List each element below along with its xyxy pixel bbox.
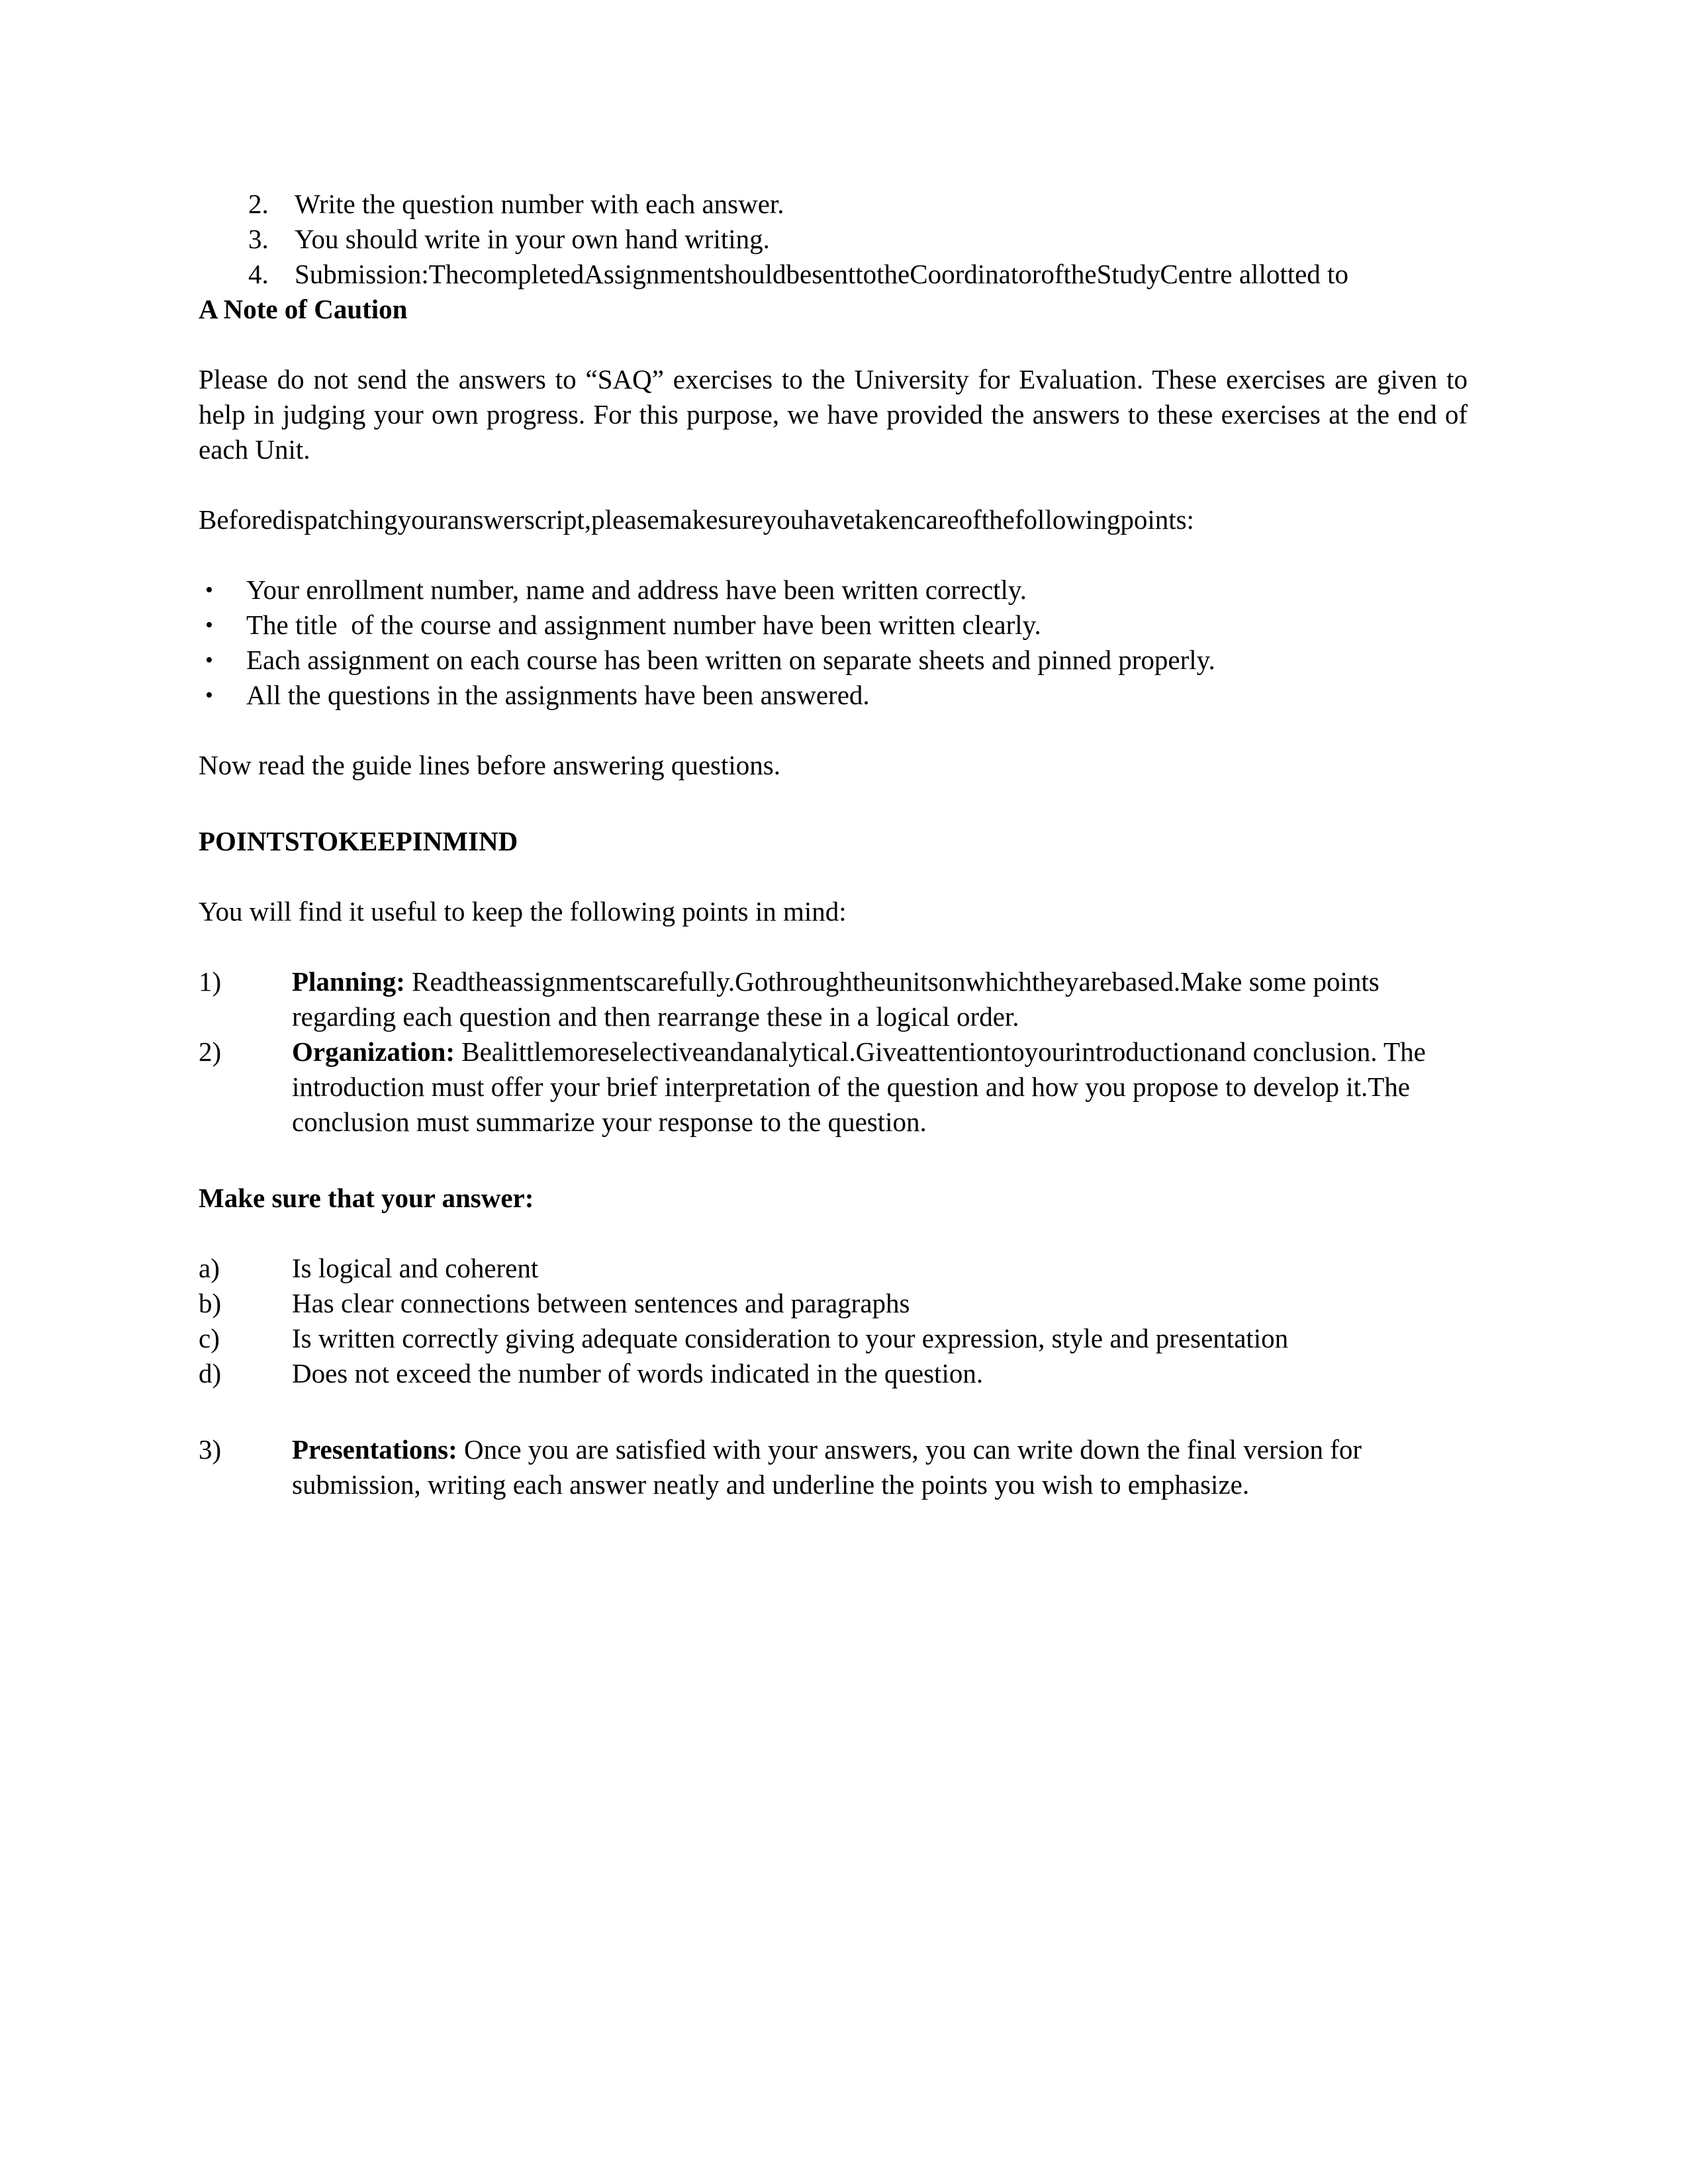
numbered-instructions-list: [199, 187, 1468, 292]
list-item-text: All the questions in the assignments have been answered.: [246, 680, 870, 710]
list-item: [199, 1251, 1468, 1286]
spacer: [199, 537, 1468, 572]
list-item: [199, 1034, 1468, 1140]
list-item: [199, 608, 1468, 643]
list-item: [199, 1321, 1468, 1356]
points-intro: You will find it useful to keep the following points in mind:: [199, 896, 847, 927]
list-marker: 3.: [248, 224, 269, 254]
list-item-lead: Organization:: [292, 1036, 455, 1067]
spacer: [199, 1391, 1468, 1432]
list-marker: 4.: [248, 259, 269, 289]
list-item-text: Is written correctly giving adequate consideration to your expression, style and presentation: [292, 1323, 1289, 1353]
presentations-list: [199, 1432, 1468, 1502]
spacer: [199, 929, 1468, 964]
list-item-text: Write the question number with each answer.: [295, 189, 784, 219]
spacer: [199, 467, 1468, 502]
list-item: [199, 257, 1468, 292]
points-list: [199, 964, 1468, 1140]
bullet-icon: •: [205, 648, 213, 672]
spacer: [199, 859, 1468, 894]
answer-criteria-list: [199, 1251, 1468, 1391]
list-marker: 1): [199, 966, 222, 997]
bullet-icon: •: [205, 578, 213, 602]
caution-heading: A Note of Caution: [199, 294, 408, 324]
list-item-text: Bealittlemoreselectiveandanalytical.Giveattentiontoyourintroductionand conclusion. The introduction must offer your brief interpretation of the question and how you propose to develop it.The conclusion must summarize your response to the question.: [292, 1036, 1433, 1137]
list-marker: b): [199, 1288, 222, 1318]
list-marker: d): [199, 1358, 222, 1388]
list-marker: 2.: [248, 189, 269, 219]
list-item: [199, 1432, 1468, 1502]
list-item: [199, 572, 1468, 608]
list-marker: 3): [199, 1434, 222, 1465]
list-marker: a): [199, 1253, 220, 1283]
spacer: [199, 1216, 1468, 1251]
list-item-text: Is logical and coherent: [292, 1253, 539, 1283]
document-content: [199, 187, 1468, 1502]
list-item-text: Each assignment on each course has been written on separate sheets and pinned properly.: [246, 645, 1215, 675]
dispatch-line: Beforedispatchingyouranswerscript,pleasemakesureyouhavetakencareofthefollowingpoints:: [199, 504, 1194, 535]
list-item-text: The title of the course and assignment number have been written clearly.: [246, 610, 1041, 640]
spacer: [199, 327, 1468, 362]
list-item-text: Once you are satisfied with your answers, you can write down the final version for submission, writing each answer neatly and underline the points you wish to emphasize.: [292, 1434, 1362, 1500]
list-item: [199, 1356, 1468, 1391]
list-item-text: Readtheassignmentscarefully.Gothroughtheunitsonwhichtheyarebased.Make some points regarding each question and then rearrange these in a logical order.: [292, 966, 1386, 1032]
list-item-text: You should write in your own hand writing.: [295, 224, 770, 254]
caution-paragraph: Please do not send the answers to “SAQ” exercises to the University for Evaluation. These exercises are given to help in judging your own progress. For this purpose, we have provided the answers to these exercises at the end of each Unit.: [199, 364, 1468, 465]
guide-line: Now read the guide lines before answering questions.: [199, 750, 780, 780]
answer-heading: Make sure that your answer:: [199, 1183, 534, 1213]
spacer: [199, 713, 1468, 748]
list-item: [199, 643, 1468, 678]
points-heading: POINTSTOKEEPINMIND: [199, 826, 518, 856]
list-marker: 2): [199, 1036, 222, 1067]
list-item-lead: Presentations:: [292, 1434, 457, 1465]
list-item-text: Your enrollment number, name and address have been written correctly.: [246, 574, 1027, 605]
bullet-icon: •: [205, 683, 213, 707]
list-item: [199, 187, 1468, 222]
list-item: [199, 678, 1468, 713]
list-item-text: Has clear connections between sentences and paragraphs: [292, 1288, 910, 1318]
list-item: [199, 222, 1468, 257]
list-marker: c): [199, 1323, 220, 1353]
checklist: [199, 572, 1468, 713]
list-item: [199, 964, 1468, 1034]
list-item: [199, 1286, 1468, 1321]
bullet-icon: •: [205, 613, 213, 637]
spacer: [199, 1140, 1468, 1181]
list-item-text: Does not exceed the number of words indicated in the question.: [292, 1358, 984, 1388]
list-item-lead: Planning:: [292, 966, 405, 997]
spacer: [199, 783, 1468, 824]
list-item-text: Submission:ThecompletedAssignmentshouldbesenttotheCoordinatoroftheStudyCentre allotted to: [295, 259, 1348, 289]
